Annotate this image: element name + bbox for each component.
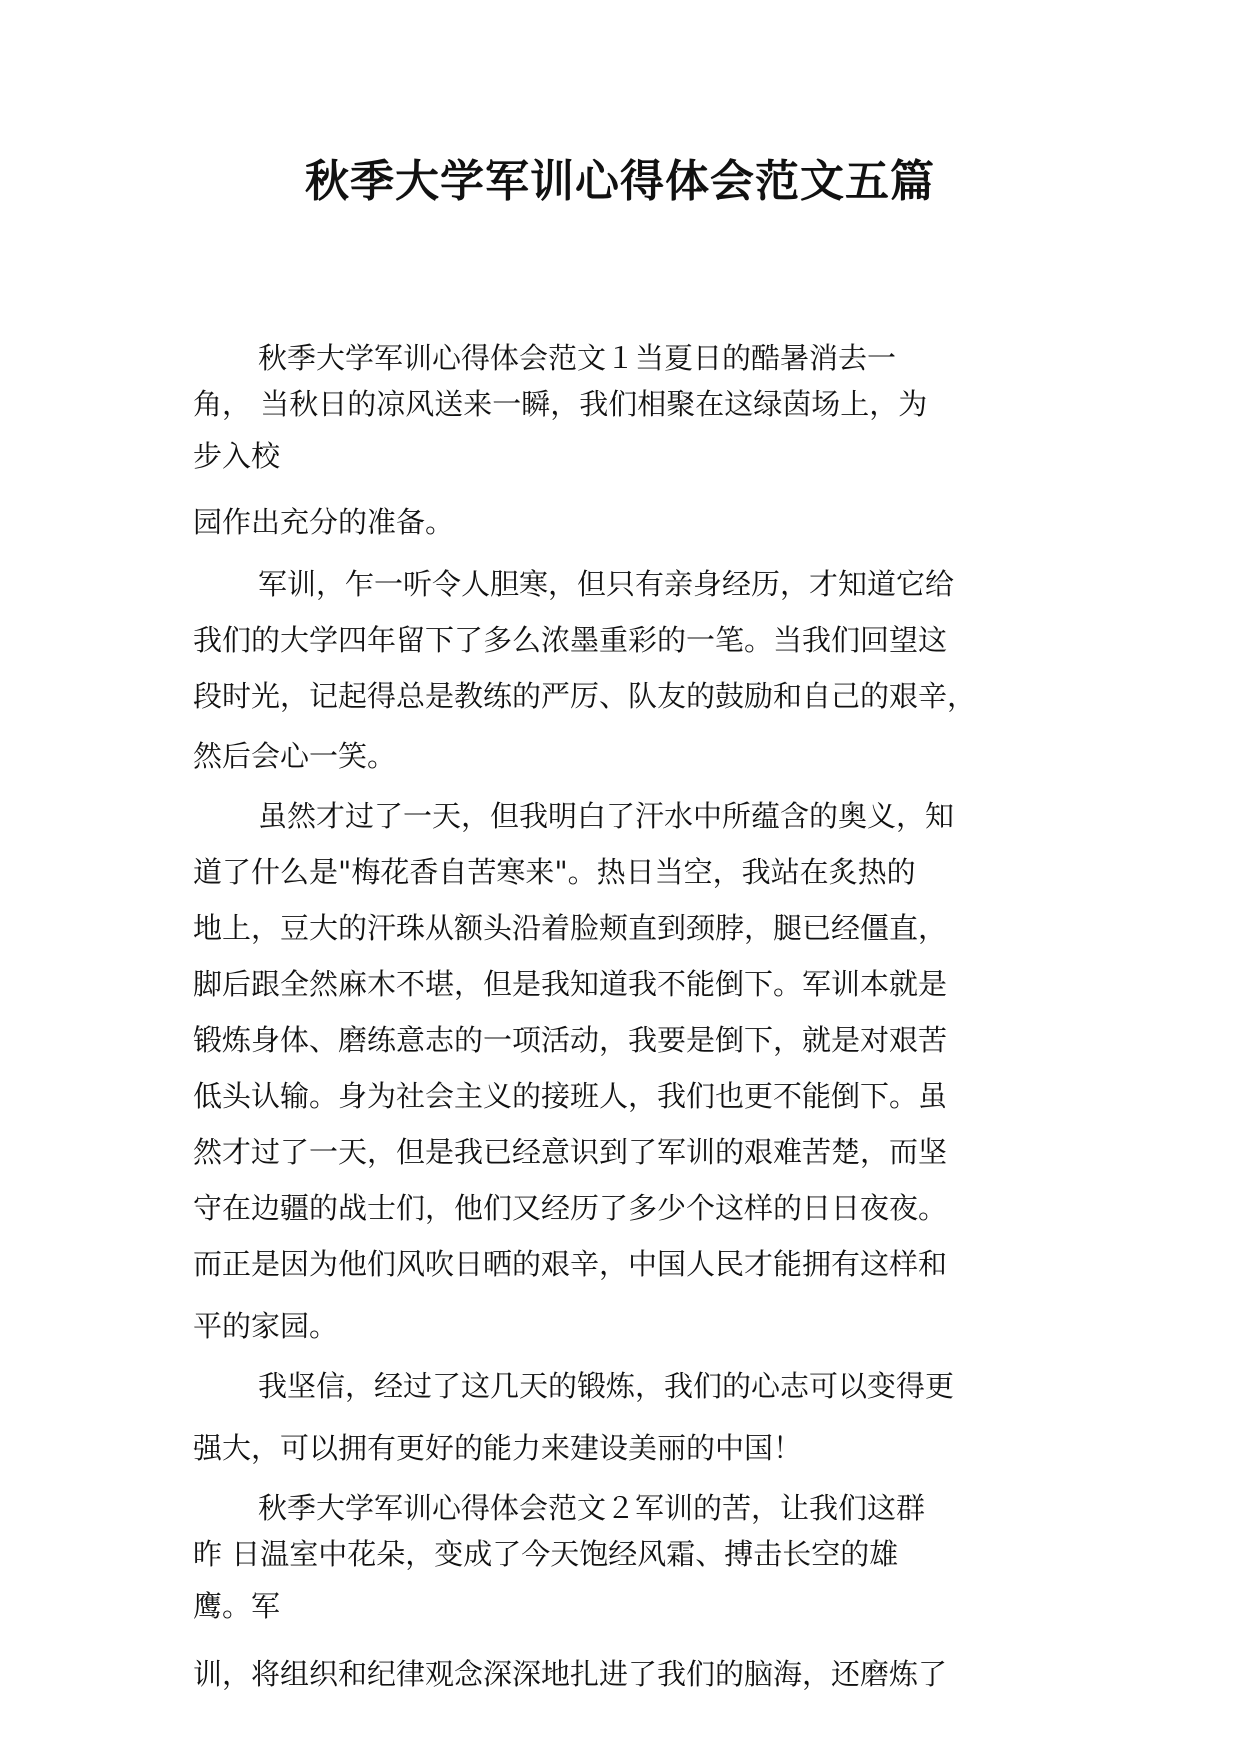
paragraph-line: 锻炼身体、磨练意志的一项活动，我要是倒下，就是对艰苦 <box>193 1023 948 1057</box>
paragraph-line: 然才过了一天，但是我已经意识到了军训的艰难苦楚，而坚 <box>193 1135 948 1169</box>
paragraph-line: 脚后跟全然麻木不堪，但是我知道我不能倒下。军训本就是 <box>193 967 948 1001</box>
paragraph-line: 昨 日温室中花朵，变成了今天饱经风霜、搏击长空的雄 <box>193 1537 899 1571</box>
paragraph-line: 军训，乍一听令人胆寒，但只有亲身经历，才知道它给 <box>258 567 955 601</box>
paragraph-line: 而正是因为他们风吹日晒的艰辛，中国人民才能拥有这样和 <box>193 1247 948 1281</box>
paragraph-line: 低头认输。身为社会主义的接班人，我们也更不能倒下。虽 <box>193 1079 948 1113</box>
paragraph-line: 训，将组织和纪律观念深深地扎进了我们的脑海，还磨炼了 <box>193 1657 948 1691</box>
paragraph-line: 然后会心一笑。 <box>193 739 397 773</box>
paragraph-line: 虽然才过了一天，但我明白了汗水中所蕴含的奥义，知 <box>258 799 955 833</box>
paragraph-line: 地上，豆大的汗珠从额头沿着脸颊直到颈脖，腿已经僵直， <box>193 911 948 945</box>
paragraph-line: 秋季大学军训心得体会范文１当夏日的酷暑消去一 <box>258 341 897 375</box>
paragraph-line: 我坚信，经过了这几天的锻炼，我们的心志可以变得更 <box>258 1369 955 1403</box>
paragraph-line: 道了什么是"梅花香自苦寒来"。热日当空，我站在炙热的 <box>193 855 916 889</box>
paragraph-line: 段时光，记起得总是教练的严厉、队友的鼓励和自己的艰辛， <box>193 679 977 713</box>
paragraph-line: 鹰。军 <box>193 1589 281 1623</box>
paragraph-line: 步入校 <box>193 439 281 473</box>
paragraph-line: 园作出充分的准备。 <box>193 505 455 539</box>
paragraph-line: 守在边疆的战士们，他们又经历了多少个这样的日日夜夜。 <box>193 1191 948 1225</box>
paragraph-line: 秋季大学军训心得体会范文２军训的苦，让我们这群 <box>258 1491 926 1525</box>
paragraph-line: 强大，可以拥有更好的能力来建设美丽的中国！ <box>193 1431 803 1465</box>
paragraph-line: 平的家园。 <box>193 1309 339 1343</box>
paragraph-line: 我们的大学四年留下了多么浓墨重彩的一笔。当我们回望这 <box>193 623 948 657</box>
document-title: 秋季大学军训心得体会范文五篇 <box>305 156 935 207</box>
paragraph-line: 角， 当秋日的凉风送来一瞬，我们相聚在这绿茵场上，为 <box>193 387 928 421</box>
